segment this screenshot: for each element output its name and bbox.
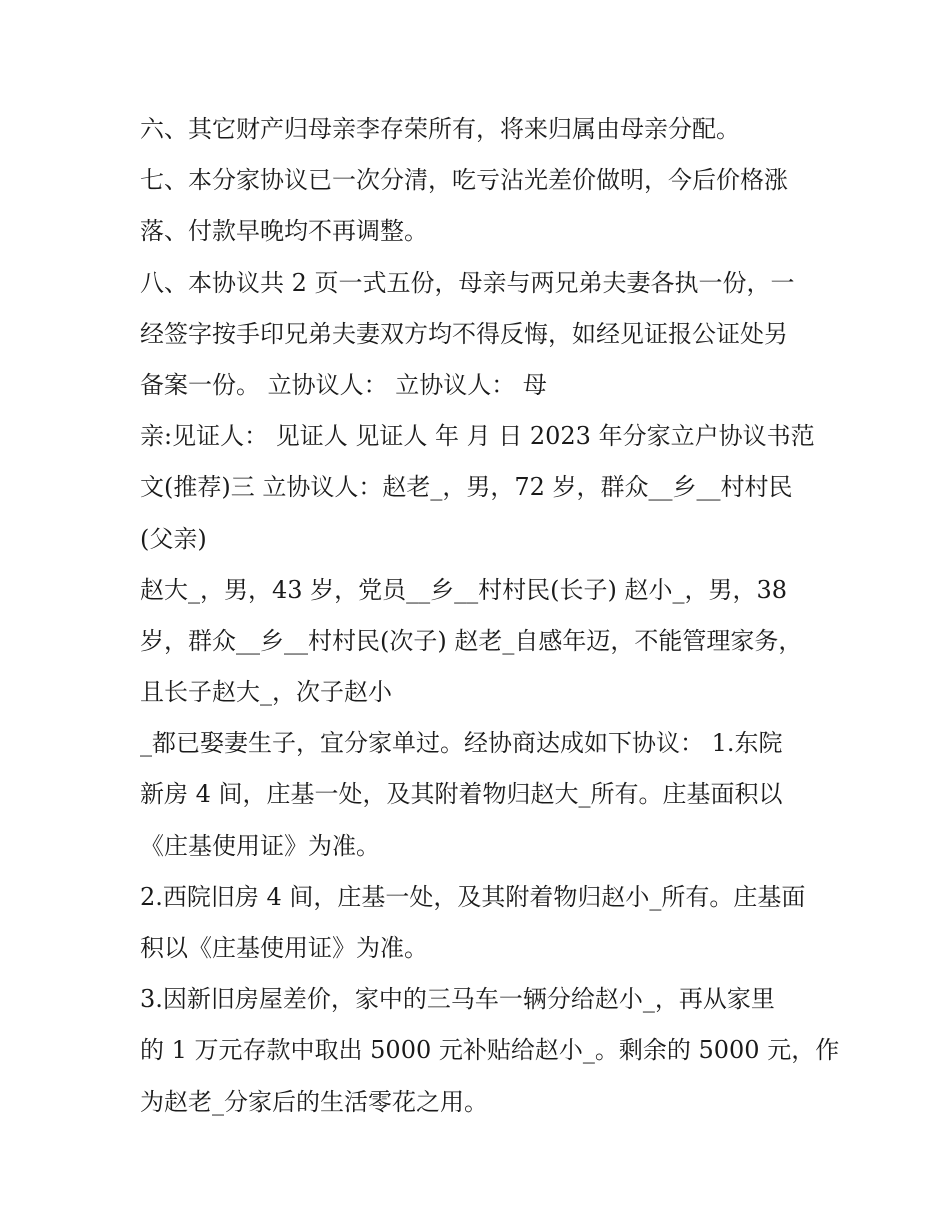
text-line: (父亲) xyxy=(140,524,207,553)
text-line: 六、其它财产归母亲李存荣所有，将来归属由母亲分配。 xyxy=(140,115,740,143)
text-line: 岁，群众__乡__村村民(次子) 赵老_自感年迈，不能管理家务， xyxy=(140,626,803,655)
text-line: 备案一份。 立协议人： 立协议人： 母 xyxy=(140,370,547,399)
text-line: 经签字按手印兄弟夫妻双方均不得反悔，如经见证报公证处另 xyxy=(140,319,788,348)
text-line: 八、本协议共 2 页一式五份，母亲与两兄弟夫妻各执一份，一 xyxy=(140,268,795,297)
text-line: 七、本分家协议已一次分清，吃亏沾光差价做明，今后价格涨 xyxy=(140,166,788,195)
text-line: 新房 4 间，庄基一处，及其附着物归赵大_所有。庄基面积以 xyxy=(140,780,783,809)
text-line: 积以《庄基使用证》为准。 xyxy=(140,934,428,962)
text-line: 的 1 万元存款中取出 5000 元补贴给赵小_。剩余的 5000 元，作 xyxy=(140,1036,840,1065)
text-line: _都已娶妻生子，宜分家单过。经协商达成如下协议： 1.东院 xyxy=(140,729,783,758)
text-line: 3.因新旧房屋差价，家中的三马车一辆分给赵小_，再从家里 xyxy=(140,985,775,1014)
text-line: 为赵老_分家后的生活零花之用。 xyxy=(140,1087,488,1116)
text-line: 文(推荐)三 立协议人：赵老_，男，72 岁，群众__乡__村村民 xyxy=(140,473,793,502)
text-line: 《庄基使用证》为准。 xyxy=(140,831,380,860)
text-line: 落、付款早晚均不再调整。 xyxy=(140,217,428,246)
document-body xyxy=(140,104,840,1128)
text-line: 赵大_，男，43 岁，党员__乡__村村民(长子) 赵小_，男，38 xyxy=(140,575,788,604)
text-line: 亲:见证人： 见证人 见证人 年 月 日 2023 年分家立户协议书范 xyxy=(140,422,815,451)
text-line: 2.西院旧房 4 间，庄基一处，及其附着物归赵小_所有。庄基面 xyxy=(140,882,806,911)
text-line: 且长子赵大_，次子赵小 xyxy=(140,678,392,707)
